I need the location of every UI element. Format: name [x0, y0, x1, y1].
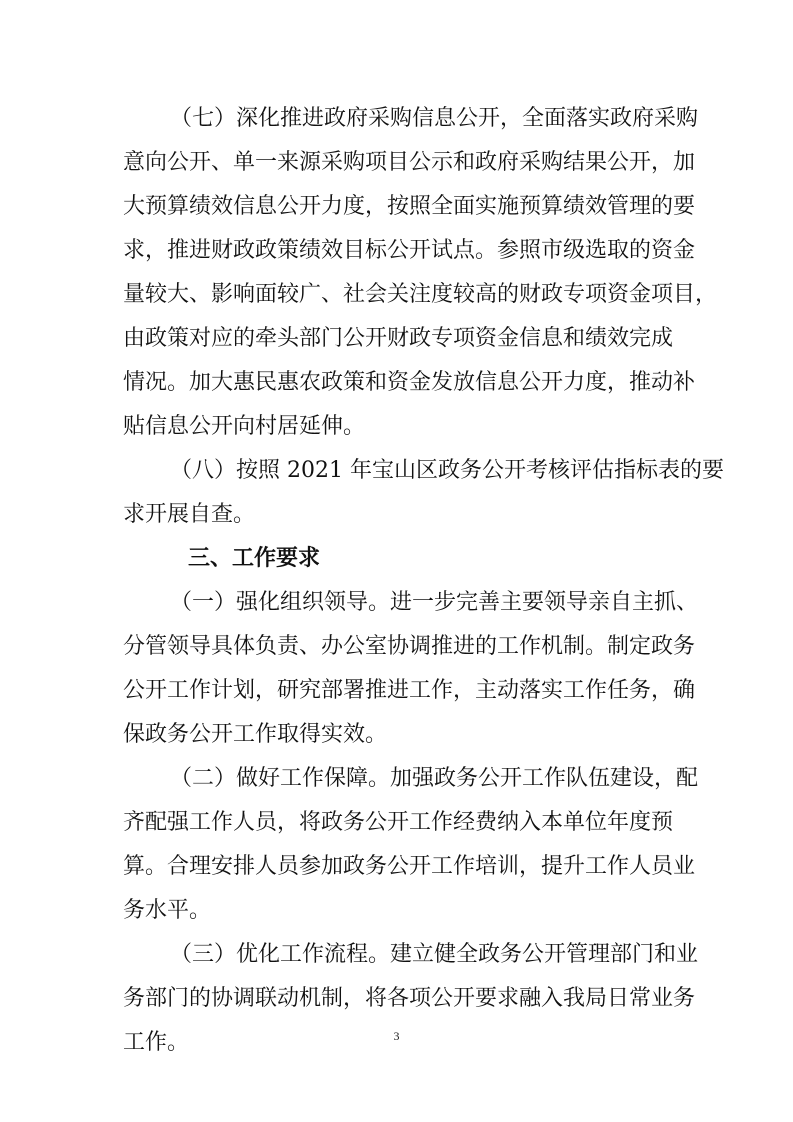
requirement-3-line-1: （三）优化工作流程。建立健全政务公开管理部门和业: [170, 942, 699, 967]
paragraph-7-line-7: 情况。加大惠民惠农政策和资金发放信息公开力度，推动补: [123, 370, 696, 395]
paragraph-7-line-5: 量较大、影响面较广、社会关注度较高的财政专项资金项目，: [123, 282, 718, 307]
section-heading: 三、工作要求: [188, 546, 321, 571]
paragraph-7-line-2: 意向公开、单一来源采购项目公示和政府采购结果公开，加: [123, 150, 696, 175]
paragraph-7-line-1: （七）深化推进政府采购信息公开，全面落实政府采购: [170, 106, 699, 131]
paragraph-8-line-1: （八）按照 2021 年宝山区政务公开考核评估指标表的要: [170, 458, 724, 483]
paragraph-7-line-6: 由政策对应的牵头部门公开财政专项资金信息和绩效完成: [123, 326, 674, 351]
paragraph-7-line-8: 贴信息公开向村居延伸。: [123, 414, 366, 439]
requirement-3-line-2: 务部门的协调联动机制，将各项公开要求融入我局日常业务: [123, 986, 696, 1011]
page-number: 3: [393, 1029, 400, 1043]
paragraph-7-line-3: 大预算绩效信息公开力度，按照全面实施预算绩效管理的要: [123, 194, 696, 219]
requirement-2-line-2: 齐配强工作人员，将政务公开工作经费纳入本单位年度预: [123, 810, 674, 835]
requirement-2-line-4: 务水平。: [123, 898, 212, 923]
requirement-3-line-3: 工作。: [123, 1030, 190, 1055]
requirement-1-line-3: 公开工作计划，研究部署推进工作，主动落实工作任务，确: [123, 678, 696, 703]
requirement-2-line-1: （二）做好工作保障。加强政务公开工作队伍建设，配: [170, 766, 699, 791]
requirement-2-line-3: 算。合理安排人员参加政务公开工作培训，提升工作人员业: [123, 854, 696, 879]
requirement-1-line-2: 分管领导具体负责、办公室协调推进的工作机制。制定政务: [123, 634, 696, 659]
requirement-1-line-4: 保政务公开工作取得实效。: [123, 722, 388, 747]
requirement-1-line-1: （一）强化组织领导。进一步完善主要领导亲自主抓、: [170, 590, 699, 615]
paragraph-8-line-2: 求开展自查。: [123, 502, 256, 527]
paragraph-7-line-4: 求，推进财政政策绩效目标公开试点。参照市级选取的资金: [123, 238, 696, 263]
